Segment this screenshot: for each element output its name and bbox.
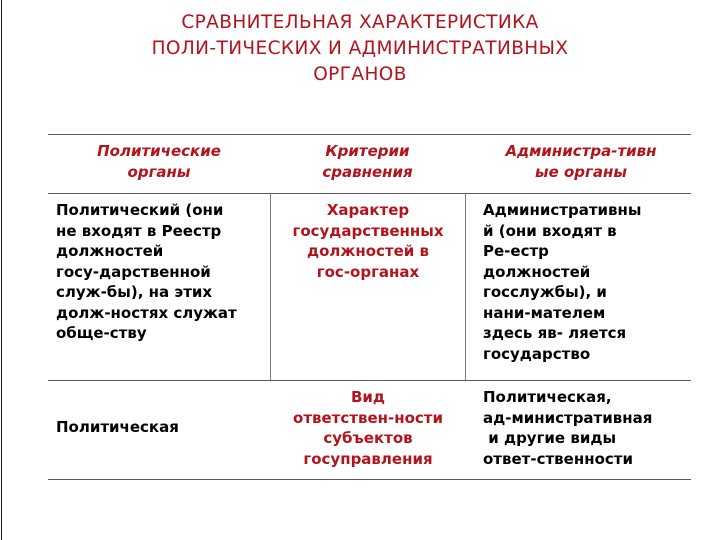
cell-line: субъектов bbox=[323, 429, 413, 447]
header-line: ые органы bbox=[535, 162, 627, 181]
cell-line: государство bbox=[483, 344, 591, 363]
header-political bbox=[48, 141, 270, 182]
cell-line: ответствен-ности bbox=[293, 408, 443, 427]
row2-administrative-cell bbox=[483, 387, 688, 469]
table-rule bbox=[48, 479, 691, 480]
row1-administrative-cell bbox=[483, 200, 688, 364]
cell-line: обще-ству bbox=[56, 324, 147, 342]
header-line: сравнения bbox=[322, 162, 413, 181]
row1-political-cell bbox=[56, 200, 266, 344]
header-line: Политические bbox=[97, 142, 221, 160]
cell-line: долж-ностях служат bbox=[56, 303, 237, 322]
row2-political-cell bbox=[56, 417, 266, 438]
cell-line: нани-мателем bbox=[483, 303, 606, 322]
cell-line: государственных bbox=[292, 221, 444, 240]
header-line: органы bbox=[127, 162, 191, 181]
row1-criterion-cell bbox=[272, 200, 464, 282]
header-criteria bbox=[270, 141, 465, 182]
cell-line: й (они входят в bbox=[483, 221, 617, 240]
cell-line: Характер bbox=[326, 201, 410, 219]
cell-line: Ре-естр bbox=[483, 242, 549, 260]
header-line: Администра-тивн bbox=[505, 142, 657, 160]
table-rule bbox=[48, 134, 691, 135]
slide-title bbox=[0, 10, 720, 88]
title-line: СРАВНИТЕЛЬНАЯ ХАРАКТЕРИСТИКА bbox=[181, 12, 539, 33]
title-line: ОРГАНОВ bbox=[313, 64, 407, 85]
table-rule bbox=[48, 193, 691, 194]
cell-line: здесь яв- ляется bbox=[483, 324, 627, 342]
column-divider bbox=[465, 193, 466, 380]
cell-line: госуправления bbox=[303, 449, 433, 468]
cell-line: Административны bbox=[483, 201, 642, 219]
cell-line: Вид bbox=[350, 388, 386, 406]
cell-line: госслужбы), и bbox=[483, 283, 607, 301]
cell-line: госу-дарственной bbox=[56, 262, 211, 281]
cell-line: служ-бы), на этих bbox=[56, 283, 213, 301]
cell-line: должностей bbox=[56, 242, 164, 260]
cell-line: Политический (они bbox=[56, 201, 224, 219]
column-divider bbox=[270, 193, 271, 380]
cell-line: ответ-ственности bbox=[483, 449, 633, 468]
header-administrative bbox=[470, 141, 692, 182]
header-line: Критерии bbox=[325, 142, 410, 160]
cell-line: гос-органах bbox=[316, 262, 420, 281]
cell-line: должностей в bbox=[307, 242, 429, 260]
cell-line: Политическая, bbox=[483, 388, 612, 406]
cell-line: Политическая bbox=[56, 418, 179, 436]
cell-line: не входят в Реестр bbox=[56, 221, 222, 240]
row2-criterion-cell bbox=[272, 387, 464, 469]
cell-line: ад-министративная bbox=[483, 408, 653, 427]
cell-line: должностей bbox=[483, 262, 591, 281]
cell-line: и другие виды bbox=[483, 429, 617, 447]
table-rule bbox=[48, 380, 691, 381]
title-line: ПОЛИ-ТИЧЕСКИХ И АДМИНИСТРАТИВНЫХ bbox=[151, 38, 569, 59]
